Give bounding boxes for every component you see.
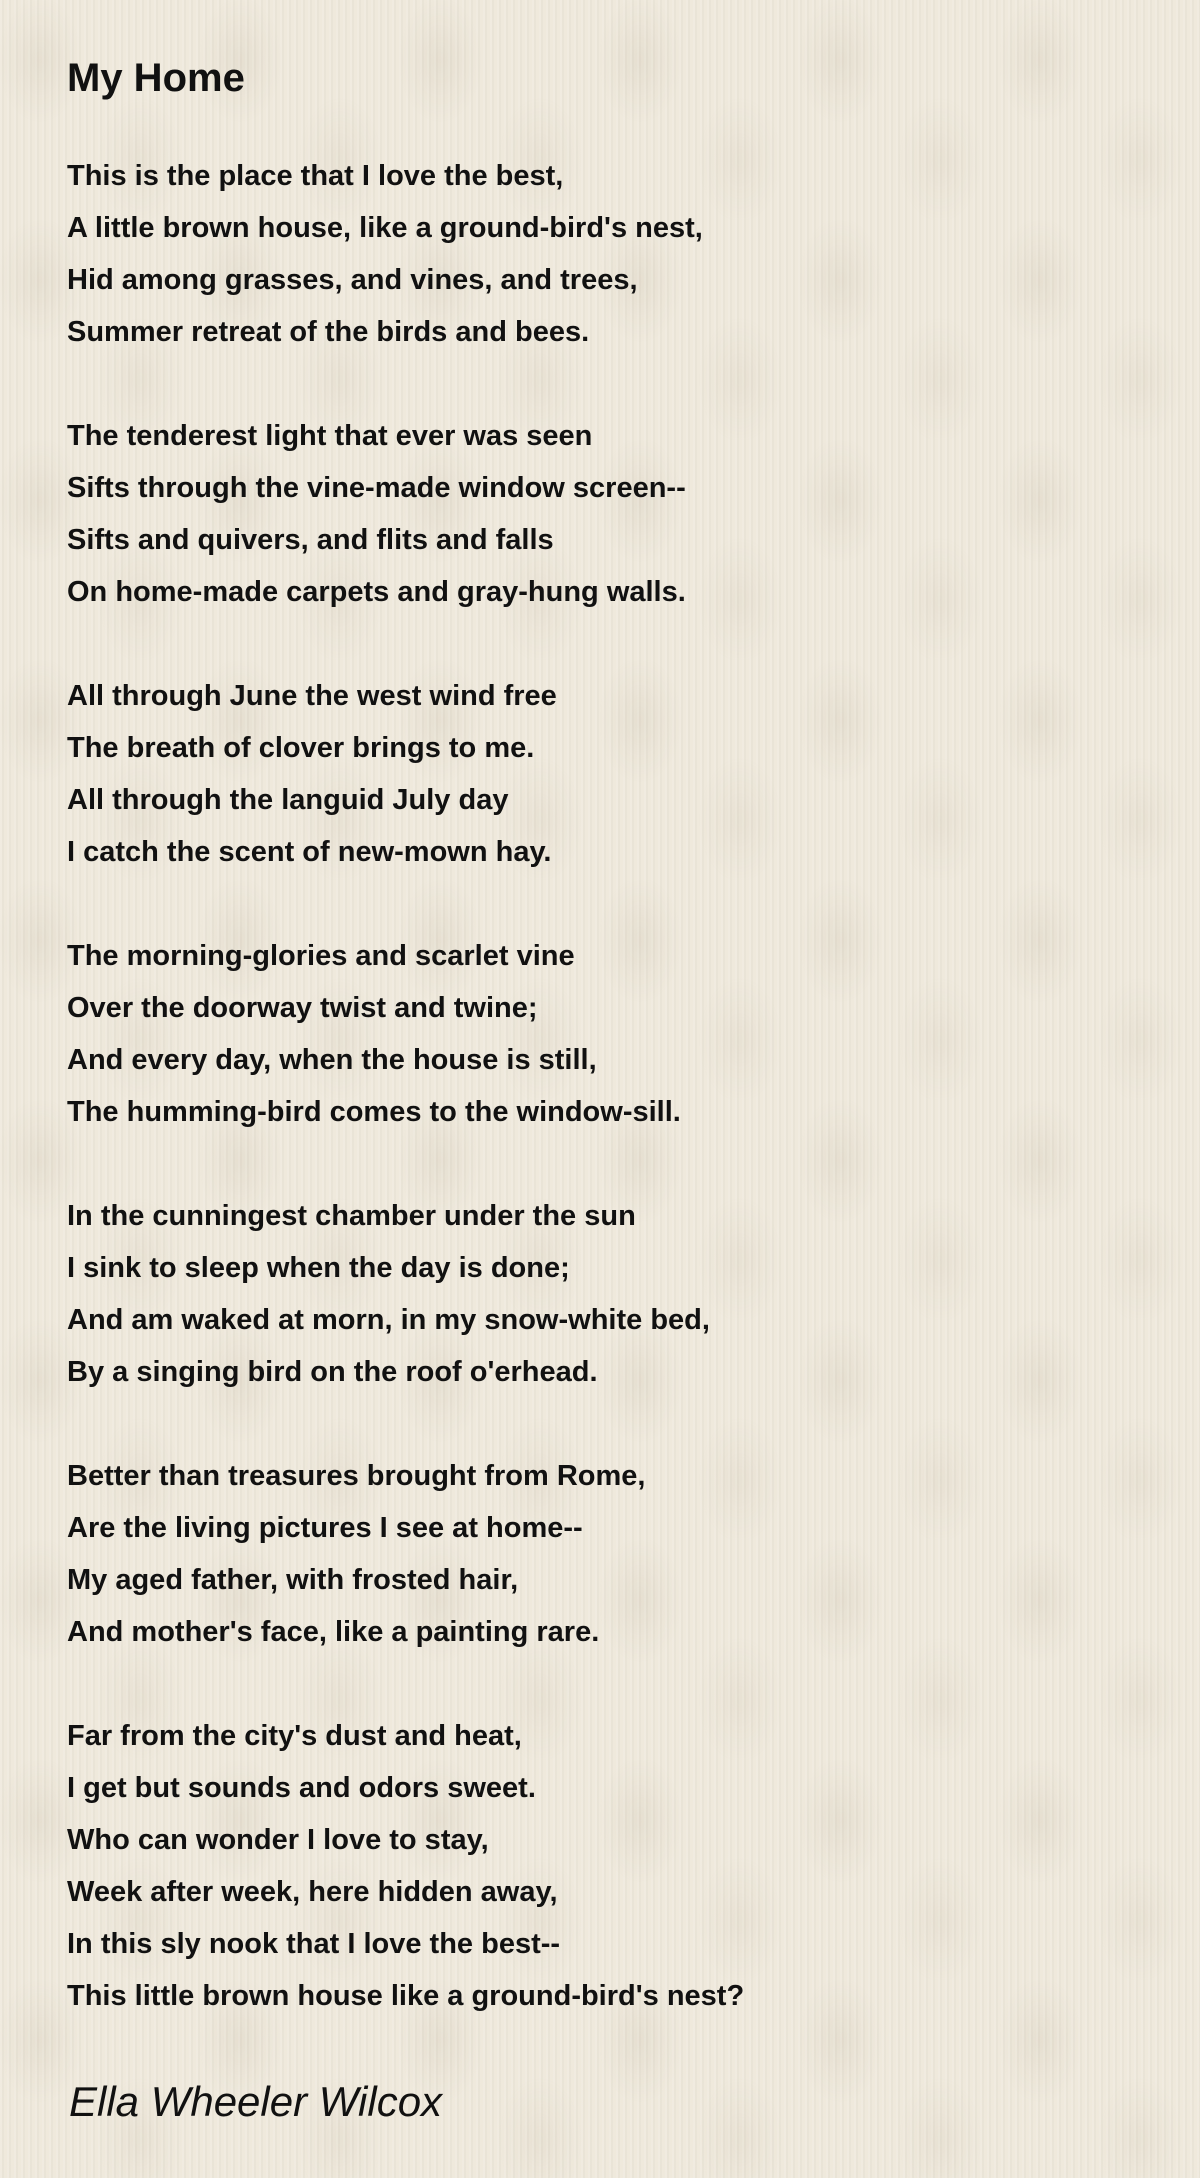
poem-line: Over the doorway twist and twine; (67, 992, 538, 1024)
stanza (67, 1710, 744, 2022)
poem-line: The tenderest light that ever was seen (67, 420, 593, 452)
poem-line: The morning-glories and scarlet vine (67, 940, 575, 972)
poem-title: My Home (67, 56, 245, 100)
poem-line: Who can wonder I love to stay, (67, 1824, 489, 1856)
poem-line: Better than treasures brought from Rome, (67, 1460, 646, 1492)
poem-line: Sifts through the vine-made window screen-- (67, 472, 686, 504)
stanza (67, 1190, 744, 1398)
stanza (67, 930, 744, 1138)
poem-line: Far from the city's dust and heat, (67, 1720, 522, 1752)
poem-line: The humming-bird comes to the window-sill. (67, 1096, 681, 1128)
poem-line: A little brown house, like a ground-bird's nest, (67, 212, 703, 244)
poem-line: I sink to sleep when the day is done; (67, 1252, 570, 1284)
poem-line: And every day, when the house is still, (67, 1044, 597, 1076)
stanza (67, 150, 744, 358)
poem-line: And am waked at morn, in my snow-white bed, (67, 1304, 710, 1336)
poem-line: I get but sounds and odors sweet. (67, 1772, 536, 1804)
poem-line: By a singing bird on the roof o'erhead. (67, 1356, 598, 1388)
poem-line: This is the place that I love the best, (67, 160, 564, 192)
poem-line: In the cunningest chamber under the sun (67, 1200, 636, 1232)
poem-author: Ella Wheeler Wilcox (69, 2078, 443, 2125)
poem-line: My aged father, with frosted hair, (67, 1564, 519, 1596)
poem-line: Summer retreat of the birds and bees. (67, 316, 590, 348)
poem-line: Week after week, here hidden away, (67, 1876, 558, 1908)
poem-line: The breath of clover brings to me. (67, 732, 535, 764)
poem-line: I catch the scent of new-mown hay. (67, 836, 552, 868)
poem-line: And mother's face, like a painting rare. (67, 1616, 600, 1648)
stanza (67, 410, 744, 618)
poem-line: All through the languid July day (67, 784, 509, 816)
poem-line: In this sly nook that I love the best-- (67, 1928, 561, 1960)
stanza (67, 1450, 744, 1658)
poem-line: All through June the west wind free (67, 680, 557, 712)
poem-line: Are the living pictures I see at home-- (67, 1512, 583, 1544)
poem-line: Sifts and quivers, and flits and falls (67, 524, 554, 556)
poem-body (67, 150, 744, 2074)
stanza (67, 670, 744, 878)
poem-line: On home-made carpets and gray-hung walls. (67, 576, 686, 608)
poem-line: Hid among grasses, and vines, and trees, (67, 264, 638, 296)
poem-line: This little brown house like a ground-bird's nest? (67, 1980, 745, 2012)
